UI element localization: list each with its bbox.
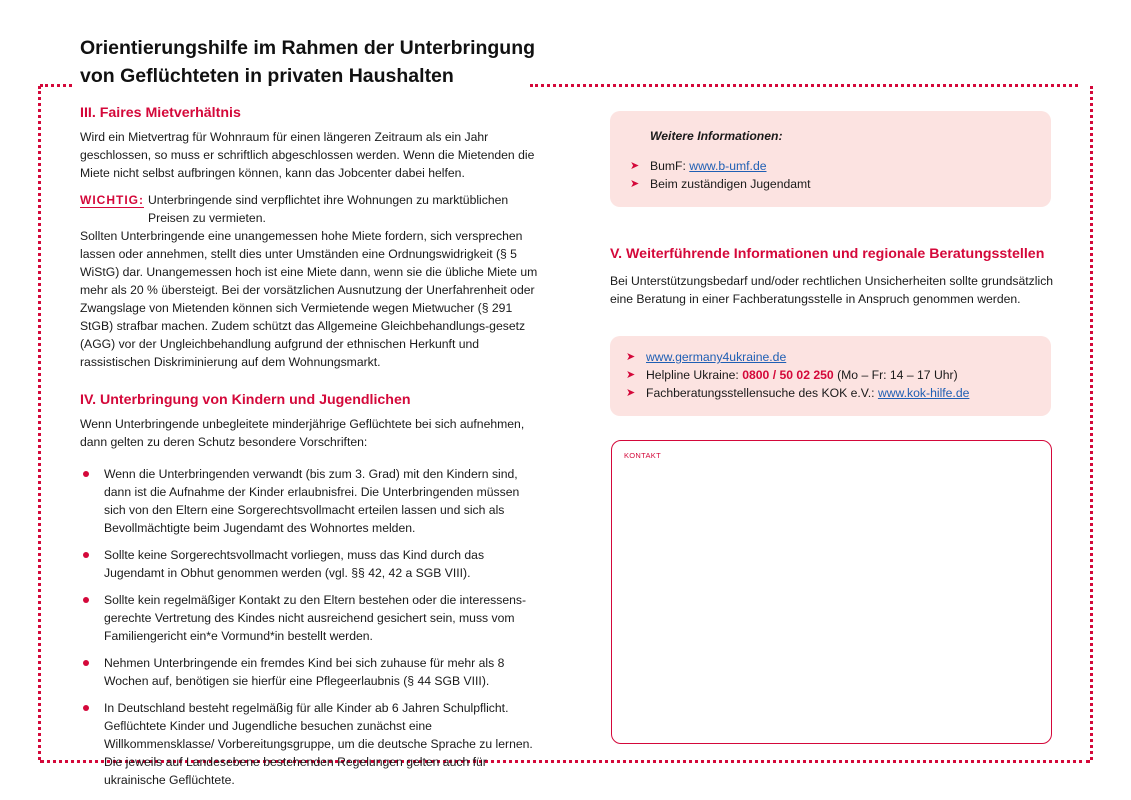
section-5 bbox=[610, 244, 1070, 308]
section-5-intro: Bei Unterstützungsbedarf und/oder rechtlichen Unsicherheiten sollte grundsätzlich eine Beratung in einer Fachberatungsstelle in Anspruch genommen werden. bbox=[610, 274, 1054, 306]
left-column bbox=[80, 103, 540, 798]
bullet-dot-icon bbox=[83, 705, 89, 711]
arrow-right-icon: ➤ bbox=[630, 160, 640, 172]
bullet-dot-icon bbox=[83, 597, 89, 603]
bullet-dot-icon bbox=[83, 660, 89, 666]
list-item bbox=[80, 546, 540, 582]
list-item bbox=[80, 654, 540, 690]
contact-box bbox=[611, 440, 1052, 744]
jugendamt-text: Beim zuständigen Jugendamt bbox=[650, 177, 811, 191]
wichtig-note bbox=[80, 191, 540, 227]
link-item-helpline bbox=[626, 366, 1051, 384]
wichtig-label: WICHTIG: bbox=[80, 193, 144, 207]
bullet-text: Nehmen Unterbringende ein fremdes Kind bei sich zuhause für mehr als 8 Wochen auf, benötigen sie hierfür eine Pflegeerlaubnis (§ 44 SGB VIII). bbox=[104, 656, 505, 688]
contact-label: KONTAKT bbox=[624, 451, 661, 460]
bullet-text: Sollte kein regelmäßiger Kontakt zu den Eltern bestehen oder die interessens-gerechte Vertretung des Kindes nicht ausreichend gesichert sein, muss vom Familiengericht ein*e Vormund*in bestellt werden. bbox=[104, 593, 527, 643]
frame-top-left bbox=[40, 84, 72, 87]
link-item-germany4ukraine bbox=[626, 348, 1051, 366]
info-box bbox=[610, 111, 1051, 207]
arrow-right-icon: ➤ bbox=[626, 369, 636, 381]
frame-left bbox=[38, 86, 41, 760]
info-item-jugendamt bbox=[630, 175, 1051, 193]
link-item-kok bbox=[626, 384, 1051, 402]
list-item bbox=[80, 465, 540, 537]
kok-label: Fachberatungsstellensuche des KOK e.V.: bbox=[646, 386, 878, 400]
helpline-hours: (Mo – Fr: 14 – 17 Uhr) bbox=[833, 368, 958, 382]
info-box-heading: Weitere Informationen: bbox=[650, 129, 783, 143]
section-3-body: Sollten Unterbringende eine unangemessen hohe Miete fordern, sich versprechen lassen oder annehmen, stellt dies unter Umständen eine Ordnungswidrigkeit (§ 5 WiStG) dar. Unangemessen hoch ist eine Miete dann, wenn sie die übliche Miete um mehr als 20 % übersteigt. Bei der vorsätzlichen Ausnutzung der Unerfahrenheit oder Zwangslage von Mietenden können sich Vermietende wegen Mietwucher (§ 291 StGB) strafbar machen. Zudem schützt das Allgemeine Gleichbehandlungs-gesetz (AGG) vor der Ungleichbehandlung aufgrund der ethnischen Herkunft und rassistischen Diskriminierung auf dem Wohnungsmarkt. bbox=[80, 229, 538, 369]
arrow-right-icon: ➤ bbox=[626, 387, 636, 399]
links-box bbox=[610, 336, 1051, 416]
list-item bbox=[80, 699, 540, 789]
bullet-dot-icon bbox=[83, 552, 89, 558]
page-title bbox=[80, 34, 535, 90]
section-4-heading: IV. Unterbringung von Kindern und Jugendlichen bbox=[80, 392, 411, 408]
bullet-text: Wenn die Unterbringenden verwandt (bis zum 3. Grad) mit den Kindern sind, dann ist die Aufnahme der Kinder erlaubnisfrei. Die Unterbringenden müssen sich von den Eltern eine Sorgerechtsvollmacht erteilen lassen und sich als Bevollmächtigte beim Jugendamt des Wohnortes melden. bbox=[104, 467, 520, 535]
section-3-intro: Wird ein Mietvertrag für Wohnraum für einen längeren Zeitraum als ein Jahr geschlossen, so muss er schriftlich abgeschlossen werden. Wenn die Mietenden die Miete nicht selbst aufbringen können, kann das Jobcenter dabei helfen. bbox=[80, 130, 535, 180]
arrow-right-icon: ➤ bbox=[630, 178, 640, 190]
bullet-dot-icon bbox=[83, 471, 89, 477]
bullet-text: In Deutschland besteht regelmäßig für alle Kinder ab 6 Jahren Schulpflicht. Geflüchtete Kinder und Jugendliche besuchen zunächst eine Willkommensklasse/ Vorbereitungsgruppe, um die deutsche Sprache zu lernen. Die jeweils auf Landesebene bestehenden Regelungen gelten auch für ukrainische Geflüchtete. bbox=[104, 701, 533, 787]
bumf-link[interactable]: www.b-umf.de bbox=[689, 159, 767, 173]
section-5-heading: V. Weiterführende Informationen und regionale Beratungsstellen bbox=[610, 246, 1045, 262]
frame-top-right bbox=[530, 84, 1078, 87]
helpline-label: Helpline Ukraine: bbox=[646, 368, 743, 382]
frame-right bbox=[1090, 86, 1093, 760]
kok-link[interactable]: www.kok-hilfe.de bbox=[877, 386, 970, 400]
info-item-bumf bbox=[630, 157, 1051, 175]
section-4-intro: Wenn Unterbringende unbegleitete minderjährige Geflüchtete bei sich aufnehmen, dann gelten zu deren Schutz besondere Vorschriften: bbox=[80, 417, 525, 449]
title-line-1: Orientierungshilfe im Rahmen der Unterbringung bbox=[80, 37, 536, 59]
section-4-bullet-list bbox=[80, 465, 540, 789]
bumf-label: BumF: bbox=[650, 159, 690, 173]
germany4ukraine-link[interactable]: www.germany4ukraine.de bbox=[646, 350, 787, 364]
list-item bbox=[80, 591, 540, 645]
helpline-number: 0800 / 50 02 250 bbox=[742, 368, 834, 382]
title-line-2: von Geflüchteten in privaten Haushalten bbox=[80, 65, 454, 87]
bullet-text: Sollte keine Sorgerechtsvollmacht vorliegen, muss das Kind durch das Jugendamt in Obhut genommen werden (vgl. §§ 42, 42 a SGB VIII). bbox=[104, 548, 485, 580]
wichtig-text: Unterbringende sind verpflichtet ihre Wohnungen zu marktüblichen Preisen zu vermieten. bbox=[148, 193, 509, 225]
arrow-right-icon: ➤ bbox=[626, 351, 636, 363]
section-3-heading: III. Faires Mietverhältnis bbox=[80, 105, 241, 121]
